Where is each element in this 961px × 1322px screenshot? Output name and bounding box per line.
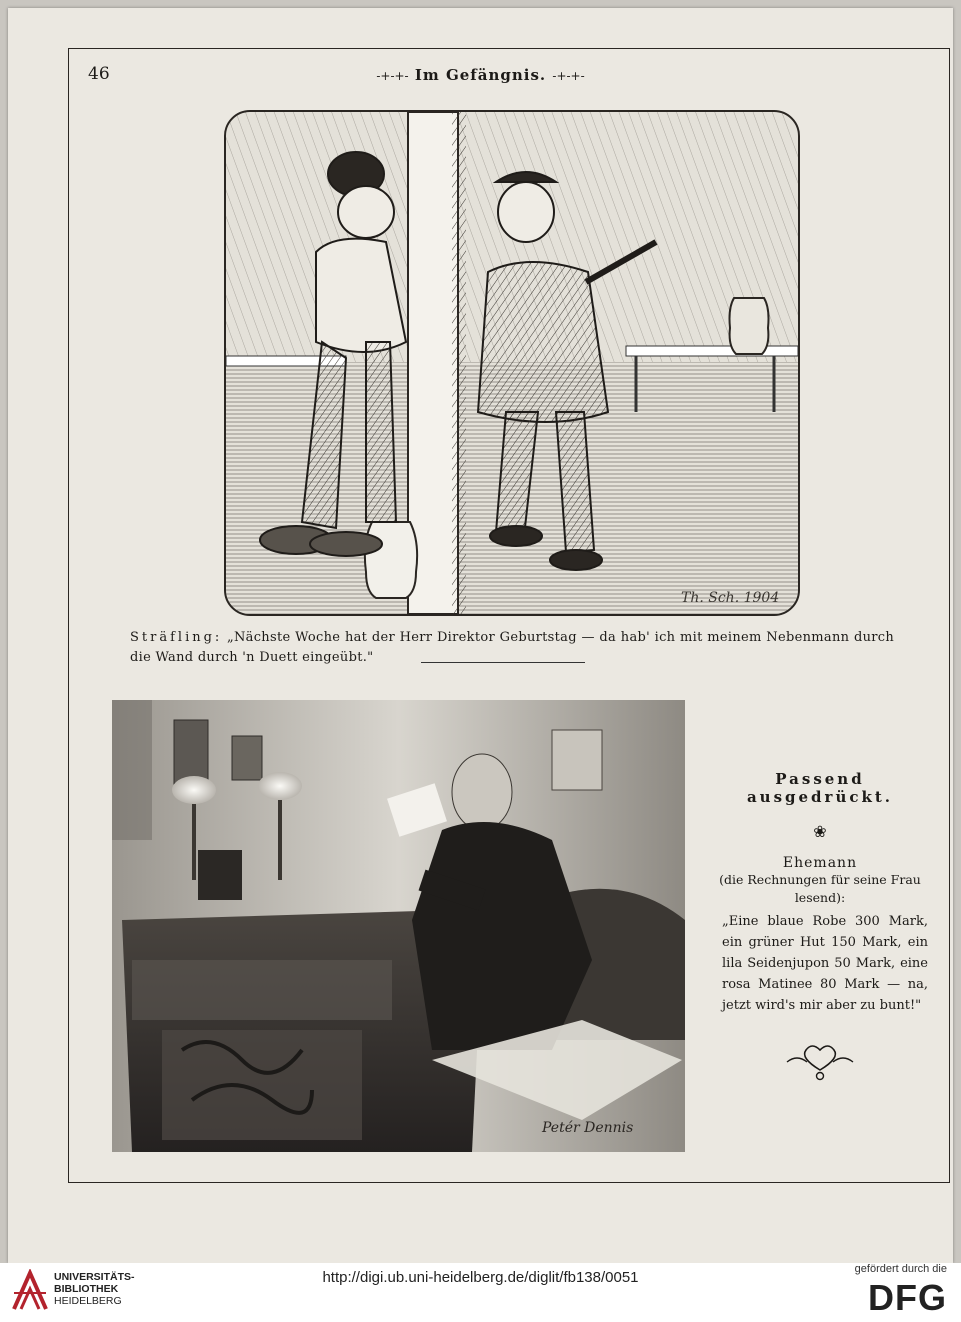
prison-cartoon-illustration (224, 110, 800, 616)
page-number: 46 (88, 64, 110, 84)
verse-quote: „Eine blaue Robe 300 Mark, ein grüner Hut 150 Mark, ein lila Seidenjupon 50 Mark, eine rosa Matinee 80 Mark — na, jetzt wird's mir aber zu bunt!" (722, 914, 928, 1013)
caption-text: „Nächste Woche hat der Herr Direktor Geburtstag — da hab' ich mit meinem Nebenmann durch die Wand durch 'n Duett eingeübt." (130, 630, 895, 665)
running-title (0, 66, 961, 84)
heart-ornament-icon (700, 1042, 940, 1086)
library-name-line3: HEIDELBERG (54, 1295, 122, 1307)
caption-rule (421, 662, 585, 663)
flower-ornament-icon: ❀ (813, 822, 827, 841)
verse-title: Passend ausgedrückt. (746, 770, 894, 806)
photo-drawing (112, 700, 685, 1152)
verse-stage-note: (die Rechnungen für seine Frau lesend): (719, 872, 921, 905)
cartoon-signature: Th. Sch. 1904 (681, 590, 780, 606)
cartoon-drawing (226, 112, 798, 614)
running-title-text: Im Gefängnis. (414, 66, 547, 84)
title-ornament-right: -+-+- (552, 69, 585, 83)
permalink-url[interactable]: http://digi.ub.uni-heidelberg.de/diglit/fb138/0051 (322, 1269, 639, 1286)
funded-by-label: gefördert durch die (854, 1263, 947, 1275)
verse-speaker: Ehemann (782, 855, 858, 871)
husband-reading-bills-illustration (112, 700, 685, 1152)
verse-block (700, 770, 940, 1086)
title-ornament-left: -+-+- (376, 69, 409, 83)
digitization-footer (0, 1263, 961, 1322)
library-name-line1: UNIVERSITÄTS- (54, 1271, 135, 1283)
dfg-logo: DFG (868, 1277, 947, 1318)
caption-speaker: Sträfling: (130, 630, 223, 645)
library-name-line2: BIBLIOTHEK (54, 1283, 119, 1295)
photo-signature: Petér Dennis (542, 1120, 634, 1136)
